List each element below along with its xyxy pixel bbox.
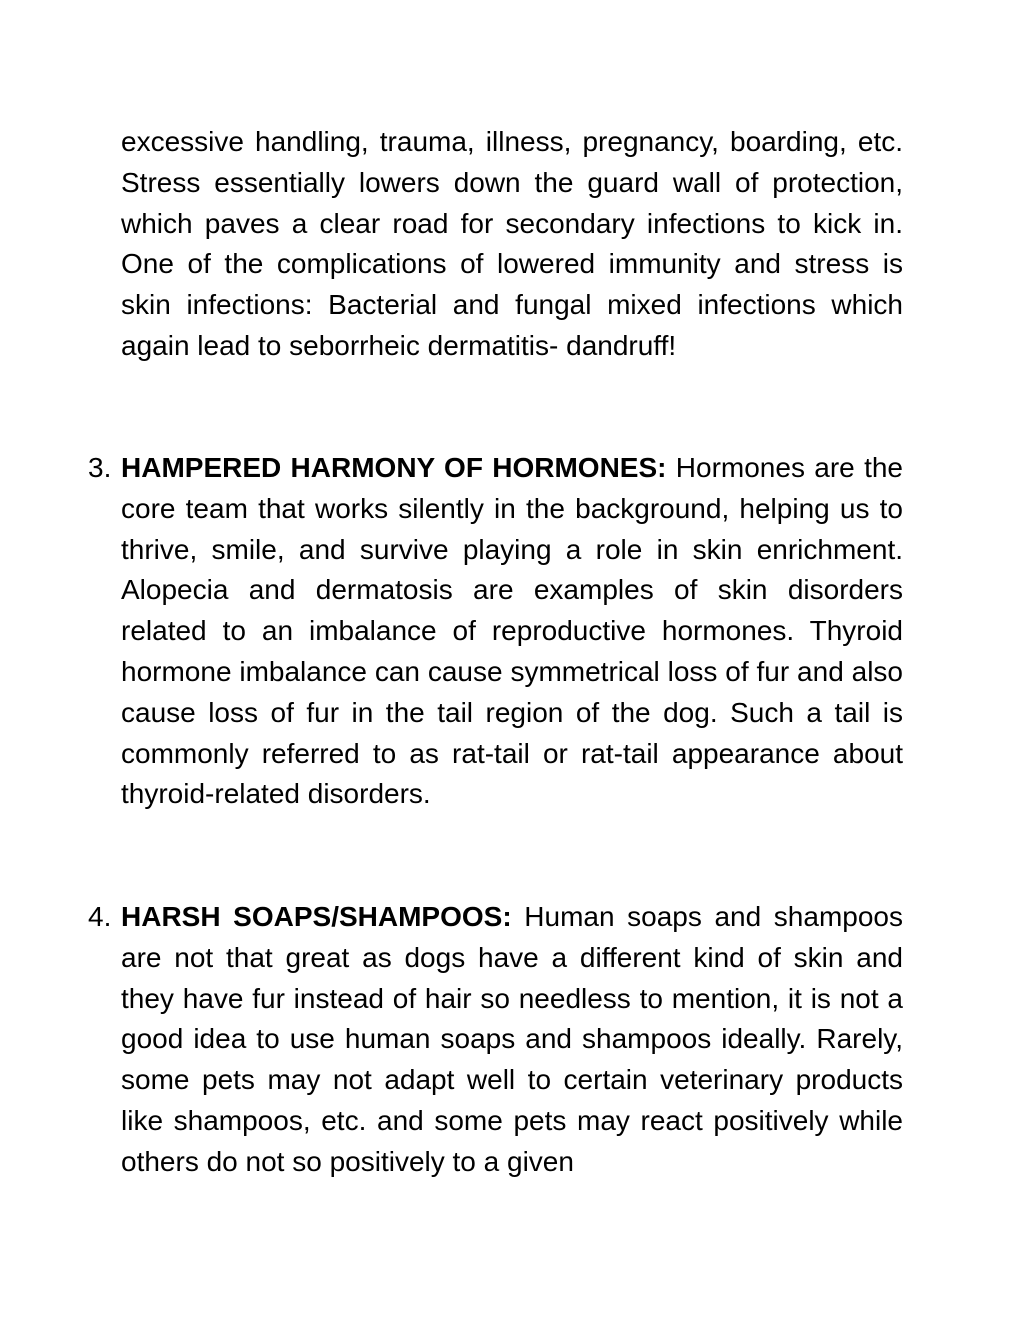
- list-item-body: Hormones are the core team that works silently in the background, helping us to thrive, smile, and survive playing a role in skin enrichment. Alopecia and dermatosis are examples of skin disorders related to an imbalance of reproductive hormones. Thyroid hormone imbalance can cause symmetrical loss of fur and also cause loss of fur in the tail region of the dog. Such a tail is commonly referred to as rat-tail or rat-tail appearance about thyroid-related disorders.: [121, 452, 903, 810]
- continuation-paragraph: excessive handling, trauma, illness, pregnancy, boarding, etc. Stress essentially lowers down the guard wall of protection, which paves a clear road for secondary infections to kick in. One of the complications of lowered immunity and stress is skin infections: Bacterial and fungal mixed infections which again lead to seborrheic dermatitis- dandruff!: [121, 126, 903, 361]
- list-item-body: Human soaps and shampoos are not that great as dogs have a different kind of skin and they have fur instead of hair so needless to mention, it is not a good idea to use human soaps and shampoos ideally. Rarely, some pets may not adapt well to certain veterinary products like shampoos, etc. and some pets may react positively while others do not so positively to a given: [121, 901, 903, 1177]
- list-item-text: [121, 897, 903, 1183]
- list-item-text: [121, 448, 903, 815]
- list-item-heading: HARSH SOAPS/SHAMPOOS:: [121, 901, 512, 932]
- list-item-heading: HAMPERED HARMONY OF HORMONES:: [121, 452, 667, 483]
- list-item-number: 3.: [88, 452, 112, 483]
- list-item-number: 4.: [88, 901, 112, 932]
